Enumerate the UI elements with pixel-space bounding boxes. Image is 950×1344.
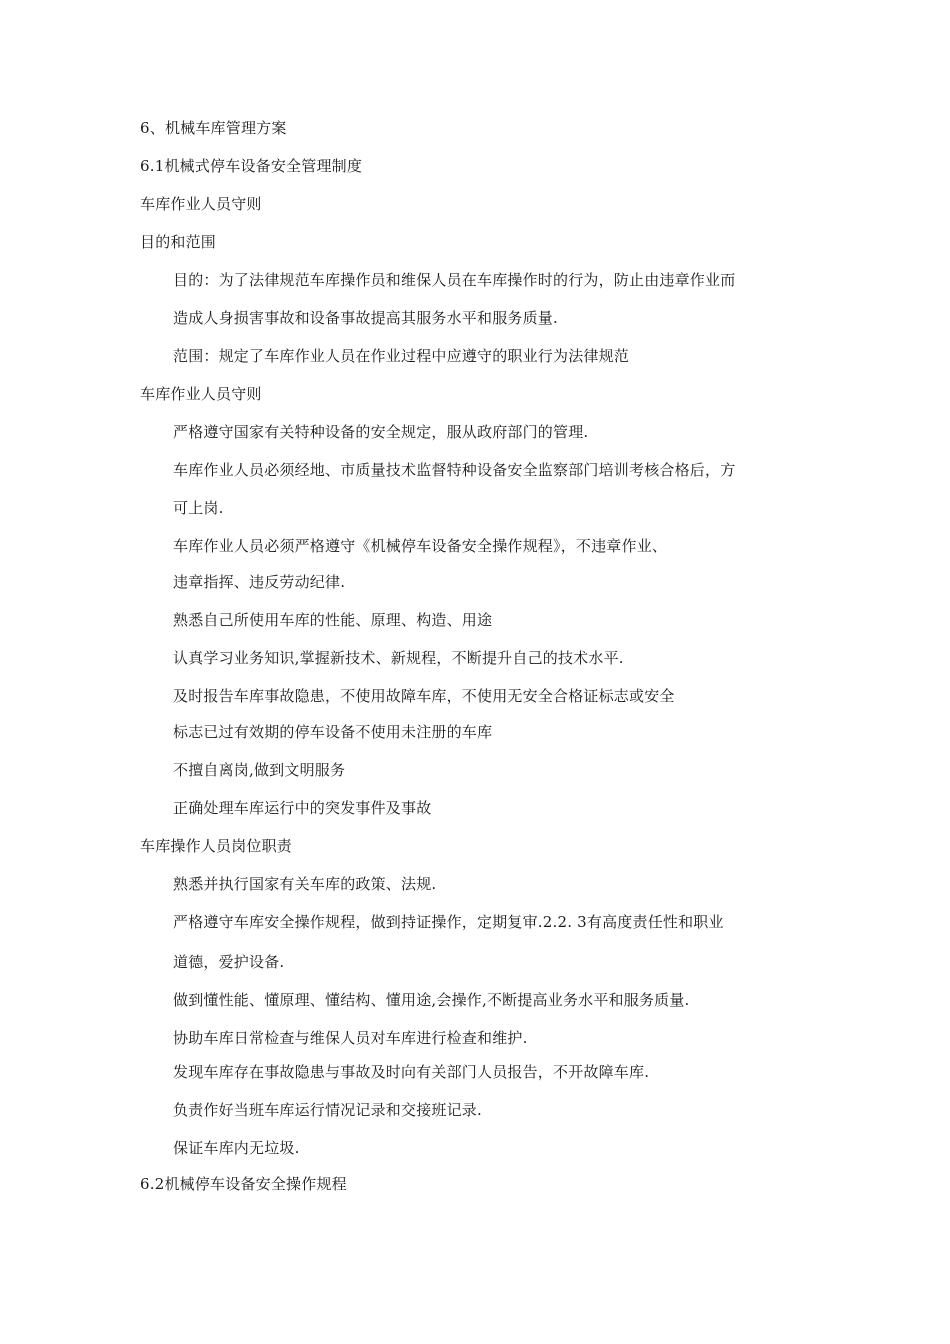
duty-3: 做到懂性能、懂原理、懂结构、懂用途,会操作,不断提高业务水平和服务质量.	[173, 991, 690, 1009]
rule-2-line2: 可上岗.	[173, 499, 224, 517]
rule-5: 认真学习业务知识,掌握新技术、新规程，不断提升自己的技术水平.	[173, 649, 624, 667]
duty-2-line2: 道德，爱护设备.	[173, 953, 285, 971]
subheading-purpose-scope: 目的和范围	[140, 233, 217, 251]
subheading-duties: 车库操作人员岗位职责	[140, 837, 293, 855]
subheading-rules-2: 车库作业人员守则	[140, 385, 262, 403]
purpose-text-line2: 造成人身损害事故和设备事故提高其服务水平和服务质量.	[173, 309, 558, 327]
purpose-text-line1: 目的：为了法律规范车库操作员和维保人员在车库操作时的行为，防止由违章作业而	[173, 271, 736, 289]
rule-3-line2: 违章指挥、违反劳动纪律.	[173, 573, 346, 591]
duty-4: 协助车库日常检查与维保人员对车库进行检查和维护.	[173, 1029, 528, 1047]
section-heading-6-1: 6.1机械式停车设备安全管理制度	[140, 157, 363, 175]
section-heading-6-2: 6.2机械停车设备安全操作规程	[140, 1175, 347, 1193]
duty-1: 熟悉并执行国家有关车库的政策、法规.	[173, 875, 437, 893]
duty-2-line1: 严格遵守车库安全操作规程，做到持证操作，定期复审.2.2. 3有高度责任性和职业	[173, 913, 724, 931]
rule-7: 不擅自离岗,做到文明服务	[173, 761, 346, 779]
section-heading-6: 6、机械车库管理方案	[140, 119, 287, 137]
rule-4: 熟悉自己所使用车库的性能、原理、构造、用途	[173, 611, 493, 629]
rule-6-line2: 标志已过有效期的停车设备不使用未注册的车库	[173, 723, 493, 741]
rule-1: 严格遵守国家有关特种设备的安全规定，服从政府部门的管理.	[173, 423, 589, 441]
duty-6: 负责作好当班车库运行情况记录和交接班记录.	[173, 1101, 482, 1119]
subheading-rules: 车库作业人员守则	[140, 195, 262, 213]
duty-7: 保证车库内无垃圾.	[173, 1139, 300, 1157]
rule-3-line1: 车库作业人员必须严格遵守《机械停车设备安全操作规程》，不违章作业、	[173, 537, 668, 555]
rule-2-line1: 车库作业人员必须经地、市质量技术监督特种设备安全监察部门培训考核合格后，方	[173, 461, 736, 479]
rule-8: 正确处理车库运行中的突发事件及事故	[173, 799, 432, 817]
scope-text: 范围：规定了车库作业人员在作业过程中应遵守的职业行为法律规范	[173, 347, 630, 365]
duty-5: 发现车库存在事故隐患与事故及时向有关部门人员报告，不开故障车库.	[173, 1063, 650, 1081]
rule-6-line1: 及时报告车库事故隐患，不使用故障车库，不使用无安全合格证标志或安全	[173, 687, 675, 705]
